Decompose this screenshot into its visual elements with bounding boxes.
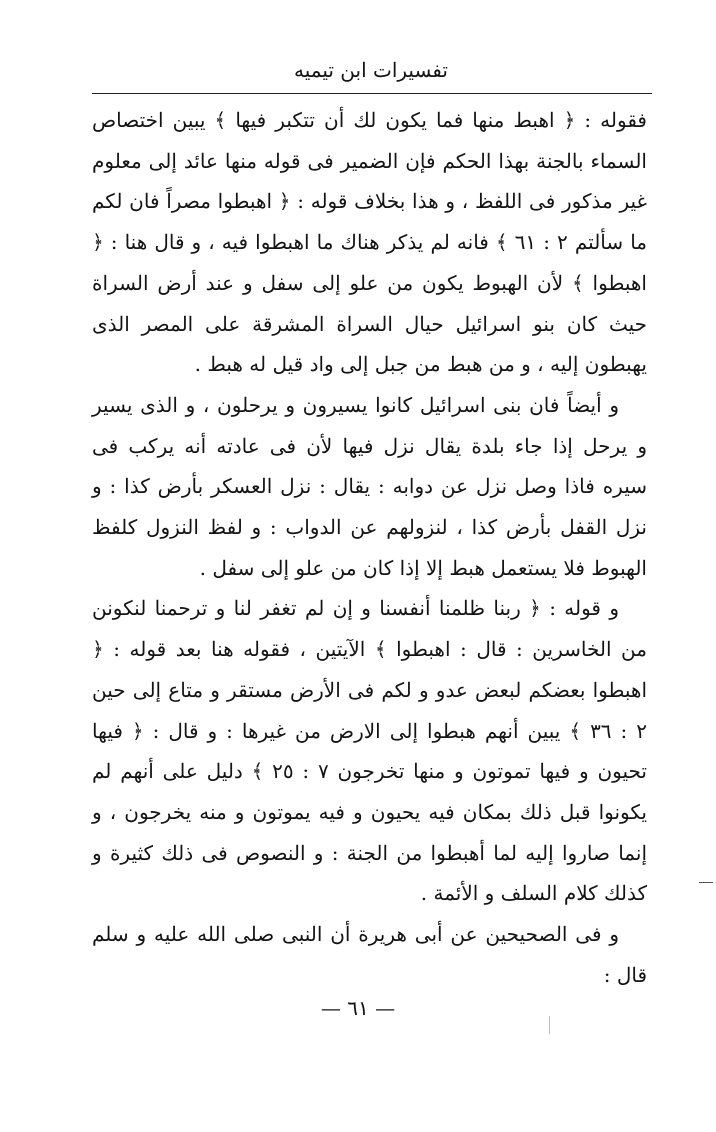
- page-number: — ٦١ —: [320, 996, 396, 1020]
- running-head: تفسيرات ابن تيميه: [294, 58, 448, 82]
- paragraph-4: و فى الصحيحين عن أبى هريرة أن النبى صلى الله عليه و سلم قال :: [92, 922, 647, 987]
- body-text: [92, 100, 647, 995]
- header-rule: [92, 93, 652, 94]
- margin-mark: [699, 882, 713, 883]
- paragraph-3: و قوله : ﴿ ربنا ظلمنا أنفسنا و إن لم تغفر لنا و ترحمنا لنكونن من الخاسرين : قال : اهبطوا ﴾ الآيتين ، فقوله هنا بعد قوله : ﴿ اهبطوا بعضكم لبعض عدو و لكم فى الأرض مستقر و متاع إلى حين ٢ : ٣٦ ﴾ يبين أنهم هبطوا إلى الارض من غيرها : و قال : ﴿ فيها تحيون و فيها تموتون و منها تخرجون ٧ : ٢٥ ﴾ دليل على أنهم لم يكونوا قبل ذلك بمكان فيه يحيون و فيه يموتون و منه يخرجون ، و إنما صاروا إليه لما أهبطوا من الجنة : و النصوص فى ذلك كثيرة و كذلك كلام السلف و الأئمة .: [92, 596, 648, 906]
- paragraph-2: و أيضاً فان بنى اسرائيل كانوا يسيرون و يرحلون ، و الذى يسير و يرحل إذا جاء بلدة يقال نزل فيها لأن فى عادته أنه يركب فى سيره فاذا وصل نزل عن دوابه : يقال : نزل العسكر بأرض كذا : و نزل القفل بأرض كذا ، لنزولهم عن الدواب : و لفظ النزول كلفظ الهبوط فلا يستعمل هبط إلا إذا كان من علو إلى سفل .: [92, 392, 647, 580]
- paragraph-1: فقوله : ﴿ اهبط منها فما يكون لك أن تتكبر فيها ﴾ يبين اختصاص السماء بالجنة بهذا الحكم فإن الضمير فى قوله منها عائد إلى معلوم غير مذكور فى اللفظ ، و هذا بخلاف قوله : ﴿ اهبطوا مصراً فان لكم ما سألتم ٢ : ٦١ ﴾ فانه لم يذكر هناك ما اهبطوا فيه ، و قال هنا : ﴿ اهبطوا ﴾ لأن الهبوط يكون من علو إلى سفل و عند أرض السراة حيث كان بنو اسرائيل حيال السراة المشرقة على المصر الذى يهبطون إليه ، و من هبط من جبل إلى واد قيل له هبط .: [92, 108, 647, 377]
